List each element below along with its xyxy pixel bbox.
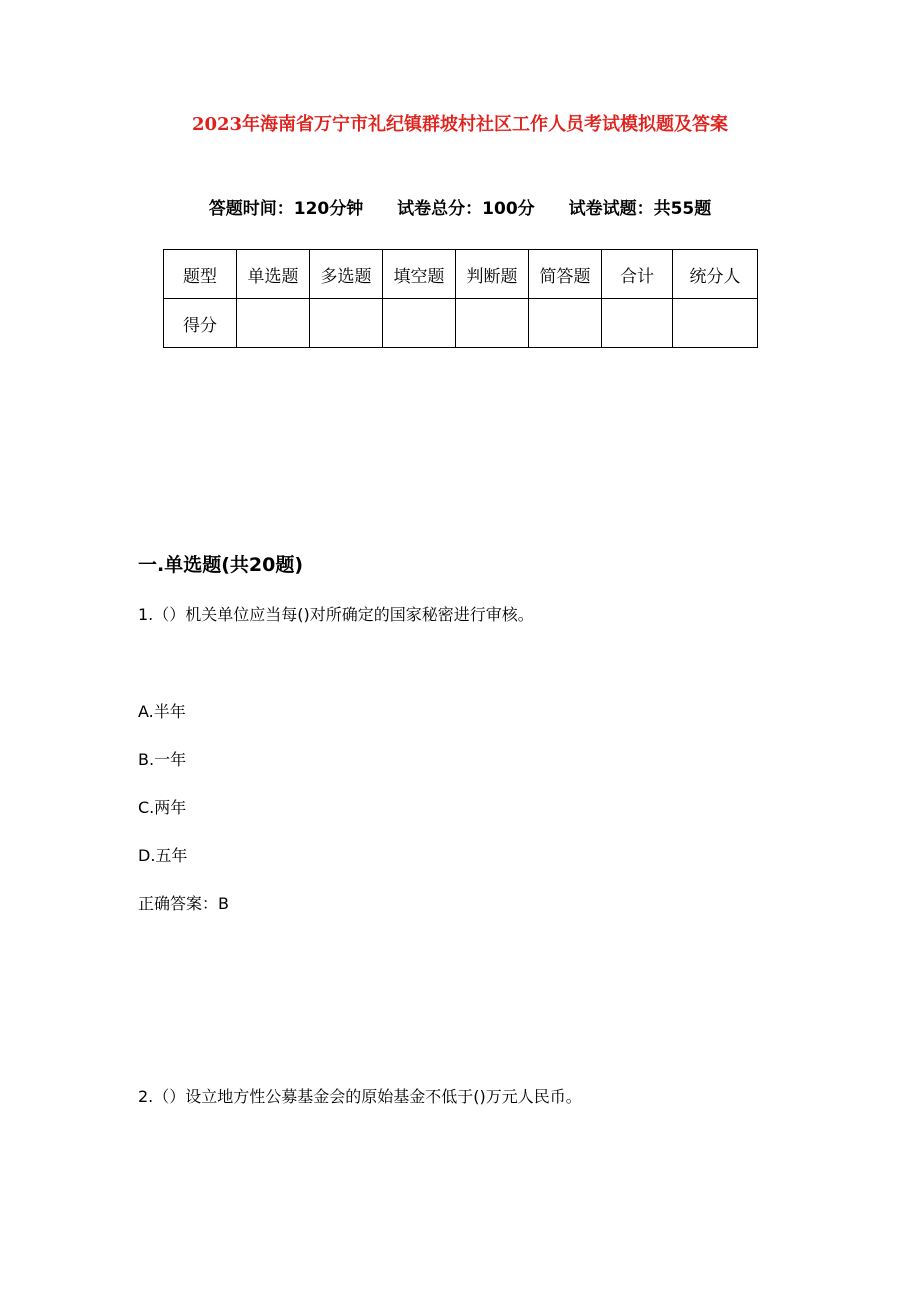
header-cell-fill-blank: 填空题 bbox=[383, 250, 456, 299]
score-table-header-row bbox=[164, 250, 758, 299]
header-cell-short-answer: 简答题 bbox=[529, 250, 602, 299]
header-cell-single-choice: 单选题 bbox=[237, 250, 310, 299]
score-cell bbox=[673, 299, 758, 348]
question-1-option-a: A.半年 bbox=[138, 702, 186, 721]
exam-total-score: 试卷总分：100分 bbox=[397, 199, 535, 219]
exam-meta bbox=[0, 197, 920, 221]
header-cell-type: 题型 bbox=[164, 250, 237, 299]
question-1-option-b: B.一年 bbox=[138, 750, 187, 769]
question-1-answer: 正确答案：B bbox=[138, 894, 229, 913]
question-2-text: 2.（）设立地方性公募基金会的原始基金不低于()万元人民币。 bbox=[138, 1087, 582, 1106]
score-cell bbox=[237, 299, 310, 348]
question-1-text: 1.（）机关单位应当每()对所确定的国家秘密进行审核。 bbox=[138, 605, 534, 624]
exam-time: 答题时间：120分钟 bbox=[208, 199, 364, 219]
question-1-option-d: D.五年 bbox=[138, 846, 188, 865]
score-row-label: 得分 bbox=[164, 299, 237, 348]
score-cell bbox=[602, 299, 673, 348]
question-1-option-c: C.两年 bbox=[138, 798, 187, 817]
section-heading: 一.单选题(共20题) bbox=[138, 554, 304, 576]
score-cell bbox=[529, 299, 602, 348]
header-cell-multiple-choice: 多选题 bbox=[310, 250, 383, 299]
header-cell-total: 合计 bbox=[602, 250, 673, 299]
score-cell bbox=[456, 299, 529, 348]
exam-question-count: 试卷试题：共55题 bbox=[568, 199, 712, 219]
header-cell-true-false: 判断题 bbox=[456, 250, 529, 299]
document-title: 2023年海南省万宁市礼纪镇群坡村社区工作人员考试模拟题及答案 bbox=[191, 114, 729, 135]
score-cell bbox=[383, 299, 456, 348]
score-table bbox=[163, 249, 758, 348]
header-cell-scorer: 统分人 bbox=[673, 250, 758, 299]
score-cell bbox=[310, 299, 383, 348]
score-table-score-row bbox=[164, 299, 758, 348]
